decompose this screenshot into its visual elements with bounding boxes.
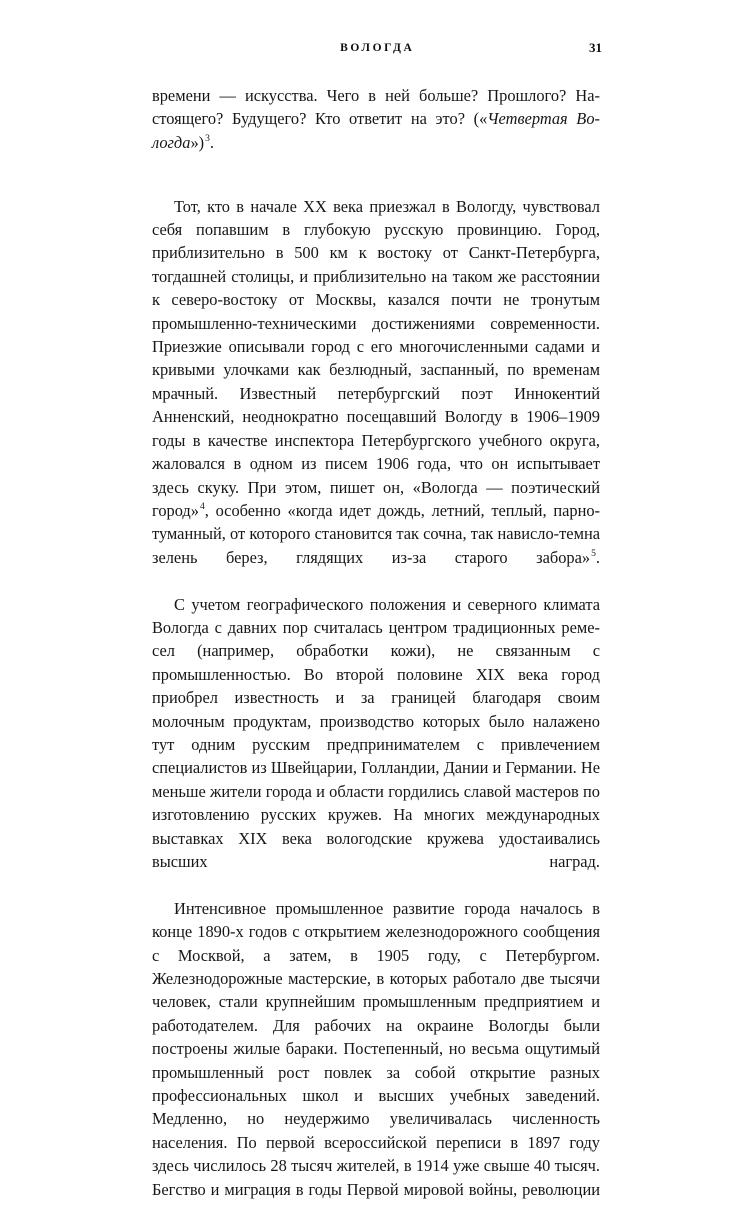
- paragraph-arrival: [152, 195, 600, 593]
- text-run: Интенсивное промышленное развитие города началось в конце 1890-х годов с открытием железнодорожного сообщения с Москвой, а затем, в 1905 году, с Петербургом. Железнодорожные мастерские, в которых работало две тысячи человек, стали крупнейшим промышленным предприятием и работодателем. Для рабочих на окраине Вологды были построены жилые бараки. Постепенный, но весьма ощутимый промышленный рост повлек за собой открытие разных профессиональных школ и высших учебных заведений. Медленно, но неудержимо увеличивалась численность населения. По первой всероссийской переписи в 1897 году здесь числилось 28 тысяч жителей, в 1914 уже свыше 40 тысяч. Бегство и миграция в годы Первой мировой войны, революции: [152, 898, 600, 1199]
- text-run: времени — искусства. Чего в ней больше? Прошлого? Настоящего? Будущего? Кто ответит на это? («: [152, 86, 600, 129]
- paragraph-crafts: [152, 593, 600, 897]
- paragraph-industry: [152, 897, 600, 1225]
- body-text-block: [152, 84, 600, 1225]
- text-run: .: [595, 547, 600, 567]
- work-title-italic: Четвертая Вологда: [152, 109, 600, 152]
- text-run: .: [209, 132, 214, 152]
- footnote-reference[interactable]: 4: [199, 501, 205, 513]
- page-number: 31: [589, 40, 602, 55]
- footnote-reference[interactable]: 5: [591, 548, 596, 560]
- text-run: Тот, кто в начале XX века приезжал в Вологду, чувствовал себя попавшим в глубокую русскую провинцию. Город, приблизительно в 500 км к востоку от Санкт-Петербурга, тогдашней столицы, и приблизительно на таком же расстоянии к северо-востоку от Москвы, казался почти не тронутым промышленно-техническими достижениями современности. Приезжие описывали город с его многочисленными садами и кривыми улочками как безлюдный, заспанный, по временам мрачный. Известный петербургский поэт Иннокентий Анненский, неоднократно посещавший Вологду в 1906–1909 годы в качестве инспектора Петербургского учебного округа, жаловался в одном из писем 1906 года, что он испытывает здесь скуку. При этом, пишет он, «Вологда — поэтический город»: [152, 196, 600, 520]
- running-head: [152, 38, 600, 58]
- text-run: С учетом географического положения и северного климата Вологда с давних пор считалась центром традиционных ремесел (например, обработки кожи), не связанным с промышленностью. Во второй половине XIX века город приобрел известность и за границей благодаря своим молочным продуктам, производство которых было налажено тут одним русским предпринимателем с привлечением специалистов из Швейцарии, Голландии, Дании и Германии. Не меньше жители города и области гордились славой мастеров по изготовлению русских кружев. На многих международных выставках XIX века вологодские кружева удостаивались высших наград.: [152, 594, 600, 871]
- running-head-title: ВОЛОГДА: [340, 42, 415, 54]
- text-run: , особенно «когда идет дождь, летний, теплый, парно-туманный, от которого становится так сочна, так нависло-темна зелень берез, глядящих из-за старого забора»: [152, 500, 600, 567]
- paragraph-continuation: [152, 84, 600, 178]
- text-run: »): [190, 132, 205, 152]
- footnote-reference[interactable]: 3: [205, 133, 210, 145]
